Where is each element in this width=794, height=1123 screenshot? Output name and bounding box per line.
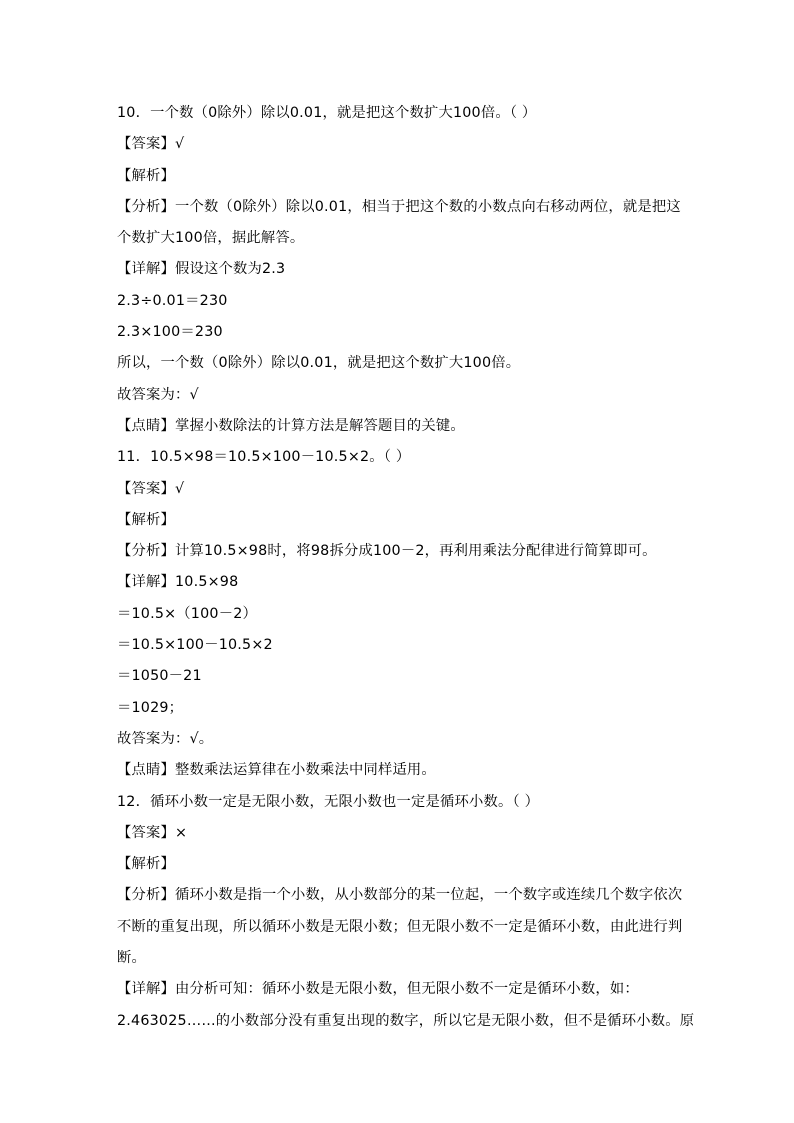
analysis-heading: 【解析】 — [117, 856, 175, 873]
analysis-text: 【分析】循环小数是指一个小数，从小数部分的某一位起，一个数字或连续几个数字依次 — [117, 887, 683, 904]
analysis-text: 断。 — [117, 950, 146, 967]
detail-text: 【详解】10.5×98 — [117, 574, 239, 591]
calc-line: 2.3×100＝230 — [117, 324, 223, 341]
question-11: 11．10.5×98＝10.5×100－10.5×2。（ ） — [117, 449, 411, 466]
analysis-heading: 【解析】 — [117, 511, 175, 528]
question-12: 12．循环小数一定是无限小数，无限小数也一定是循环小数。（ ） — [117, 793, 540, 810]
calc-line: ＝1050－21 — [117, 668, 202, 685]
answer-label: 【答案】√ — [117, 480, 185, 497]
analysis-text: 【分析】计算10.5×98时，将98拆分成100－2，再利用乘法分配律进行简算即可。 — [117, 543, 657, 560]
question-10: 10．一个数（0除外）除以0.01，就是把这个数扩大100倍。（ ） — [117, 105, 537, 121]
calc-line: ＝1029； — [117, 699, 184, 716]
conclusion-text: 所以，一个数（0除外）除以0.01，就是把这个数扩大100倍。 — [117, 355, 521, 372]
analysis-text: 不断的重复出现，所以循环小数是无限小数；但无限小数不一定是循环小数，由此进行判 — [117, 918, 683, 935]
analysis-heading: 【解析】 — [117, 167, 175, 184]
document-page — [117, 98, 695, 1037]
answer-label: 【答案】√ — [117, 136, 185, 153]
detail-text: 【详解】由分析可知：循环小数是无限小数，但无限小数不一定是循环小数，如： — [117, 981, 639, 998]
final-answer: 故答案为：√。 — [117, 730, 214, 747]
analysis-text: 个数扩大100倍，据此解答。 — [117, 230, 305, 247]
analysis-text: 【分析】一个数（0除外）除以0.01，相当于把这个数的小数点向右移动两位，就是把这 — [117, 198, 681, 215]
calc-line: ＝10.5×100－10.5×2 — [117, 637, 273, 654]
answer-label: 【答案】× — [117, 824, 188, 841]
calc-line: 2.3÷0.01＝230 — [117, 292, 228, 309]
detail-text: 【详解】假设这个数为2.3 — [117, 261, 286, 278]
calc-line: ＝10.5×（100－2） — [117, 605, 257, 622]
tip-text: 【点睛】掌握小数除法的计算方法是解答题目的关键。 — [117, 417, 465, 434]
tip-text: 【点睛】整数乘法运算律在小数乘法中同样适用。 — [117, 762, 436, 779]
detail-text: 2.463025……的小数部分没有重复出现的数字，所以它是无限小数，但不是循环小数。原 — [117, 1012, 695, 1029]
final-answer: 故答案为：√ — [117, 386, 199, 403]
